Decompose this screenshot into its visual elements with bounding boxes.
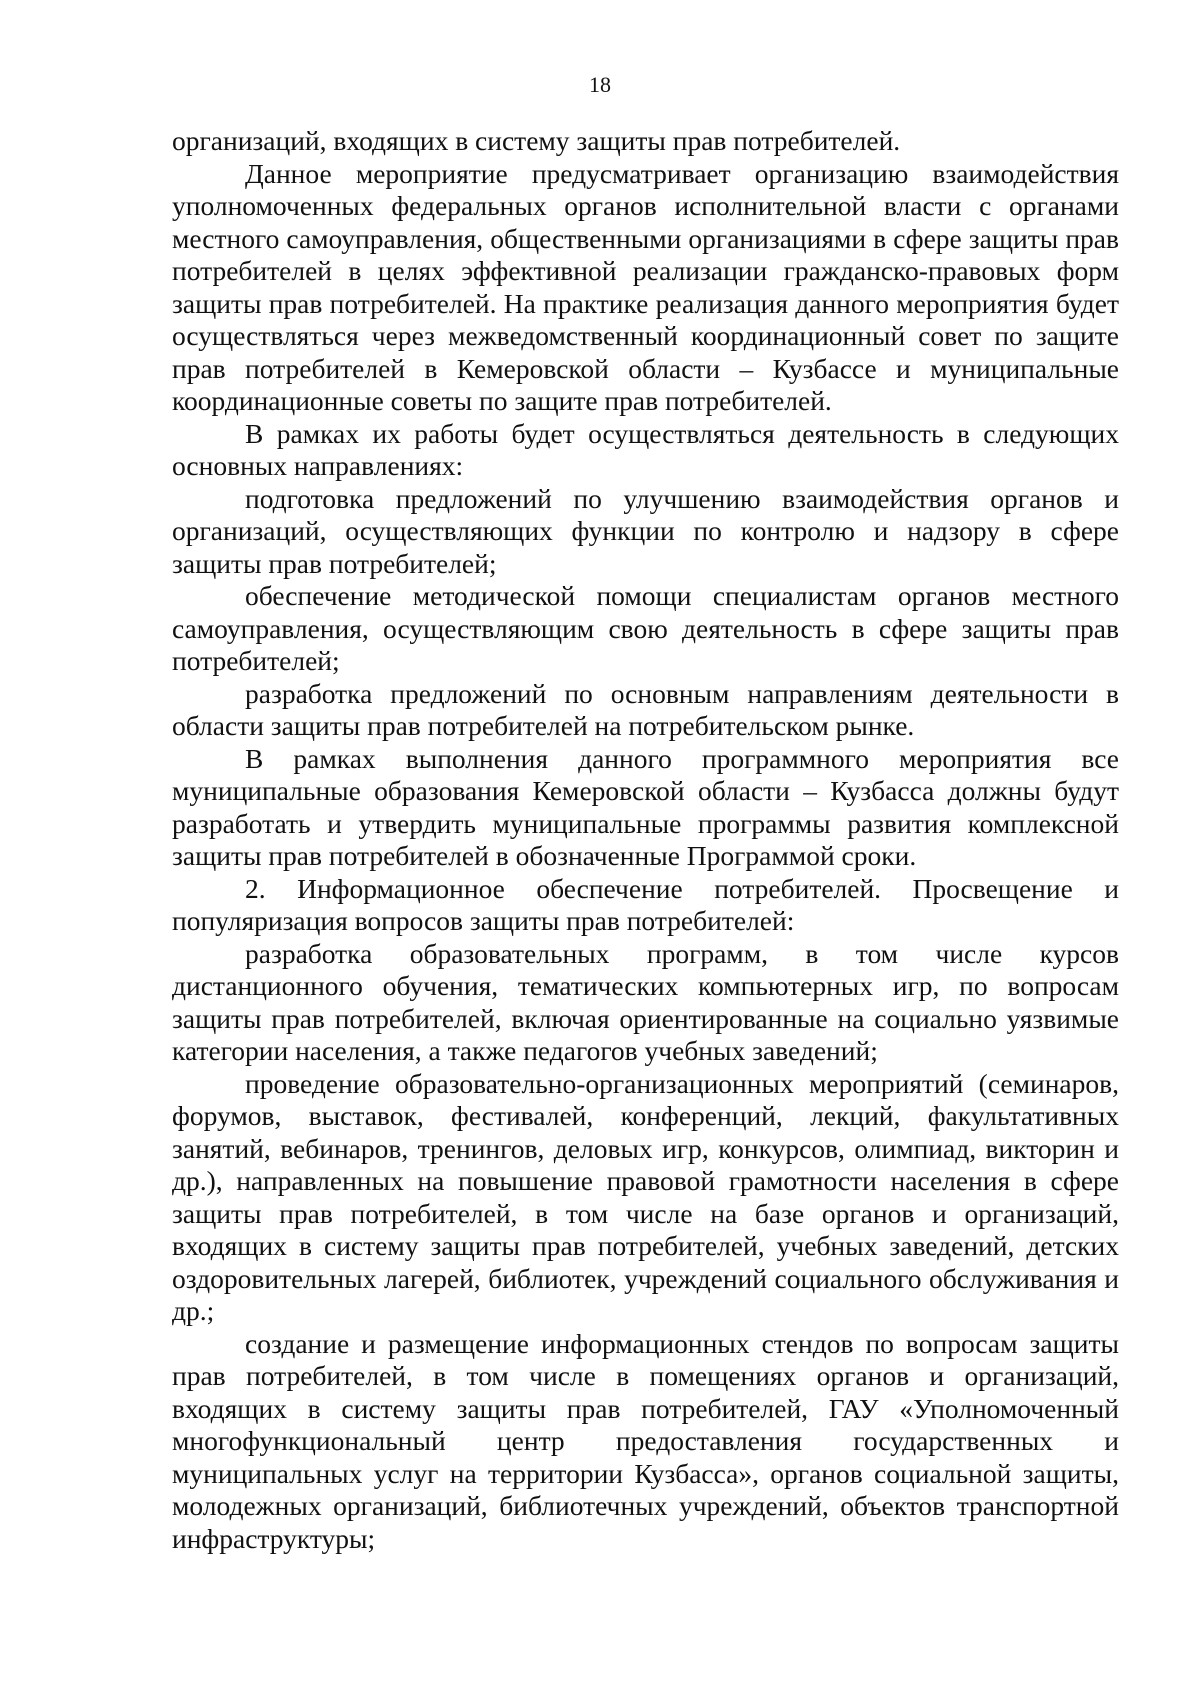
list-item-paragraph: проведение образовательно-организационных мероприятий (семинаров, форумов, выставок, фестивалей, конференций, лекций, факультативных занятий, вебинаров, тренингов, деловых игр, конкурсов, олимпиад, викторин и др.), направленных на повышение правовой грамотности населения в сфере защиты прав потребителей, в том числе на базе органов и организаций, входящих в систему защиты прав потребителей, учебных заведений, детских оздоровительных лагерей, библиотек, учреждений социального обслуживания и др.; <box>172 1067 1119 1326</box>
list-item-paragraph: создание и размещение информационных стендов по вопросам защиты прав потребителей, в том числе в помещениях органов и организаций, входящих в систему защиты прав потребителей, ГАУ «Уполномоченный многофункциональный центр предоставления государственных и муниципальных услуг на территории Кузбасса», органов социальной защиты, молодежных организаций, библиотечных учреждений, объектов транспортной инфраструктуры; <box>172 1327 1119 1554</box>
list-item-paragraph: подготовка предложений по улучшению взаимодействия органов и организаций, осуществляющих функции по контролю и надзору в сфере защиты прав потребителей; <box>172 482 1119 579</box>
list-item-paragraph: обеспечение методической помощи специалистам органов местного самоуправления, осуществляющим свою деятельность в сфере защиты прав потребителей; <box>172 580 1119 676</box>
paragraph: В рамках их работы будет осуществляться деятельность в следующих основных направлениях: <box>172 417 1119 481</box>
page-number: 18 <box>589 72 611 97</box>
document-body <box>172 125 1119 1555</box>
list-item-paragraph: разработка образовательных программ, в том числе курсов дистанционного обучения, тематических компьютерных игр, по вопросам защиты прав потребителей, включая ориентированные на социально уязвимые категории населения, а также педагогов учебных заведений; <box>172 937 1119 1066</box>
paragraph: В рамках выполнения данного программного мероприятия все муниципальные образования Кемеровской области – Кузбасса должны будут разработать и утвердить муниципальные программы развития комплексной защиты прав потребителей в обозначенные Программой сроки. <box>172 742 1119 871</box>
paragraph-continuation: организаций, входящих в систему защиты прав потребителей. <box>172 125 901 156</box>
list-item-paragraph: разработка предложений по основным направлениям деятельности в области защиты прав потребителей на потребительском рынке. <box>172 677 1119 741</box>
paragraph: Данное мероприятие предусматривает организацию взаимодействия уполномоченных федеральных органов исполнительной власти с органами местного самоуправления, общественными организациями в сфере защиты прав потребителей в целях эффективной реализации гражданско-правовых форм защиты прав потребителей. На практике реализация данного мероприятия будет осуществляться через межведомственный координационный совет по защите прав потребителей в Кемеровской области – Кузбассе и муниципальные координационные советы по защите прав потребителей. <box>172 157 1119 416</box>
section-heading-paragraph: 2. Информационное обеспечение потребителей. Просвещение и популяризация вопросов защиты прав потребителей: <box>172 872 1119 936</box>
